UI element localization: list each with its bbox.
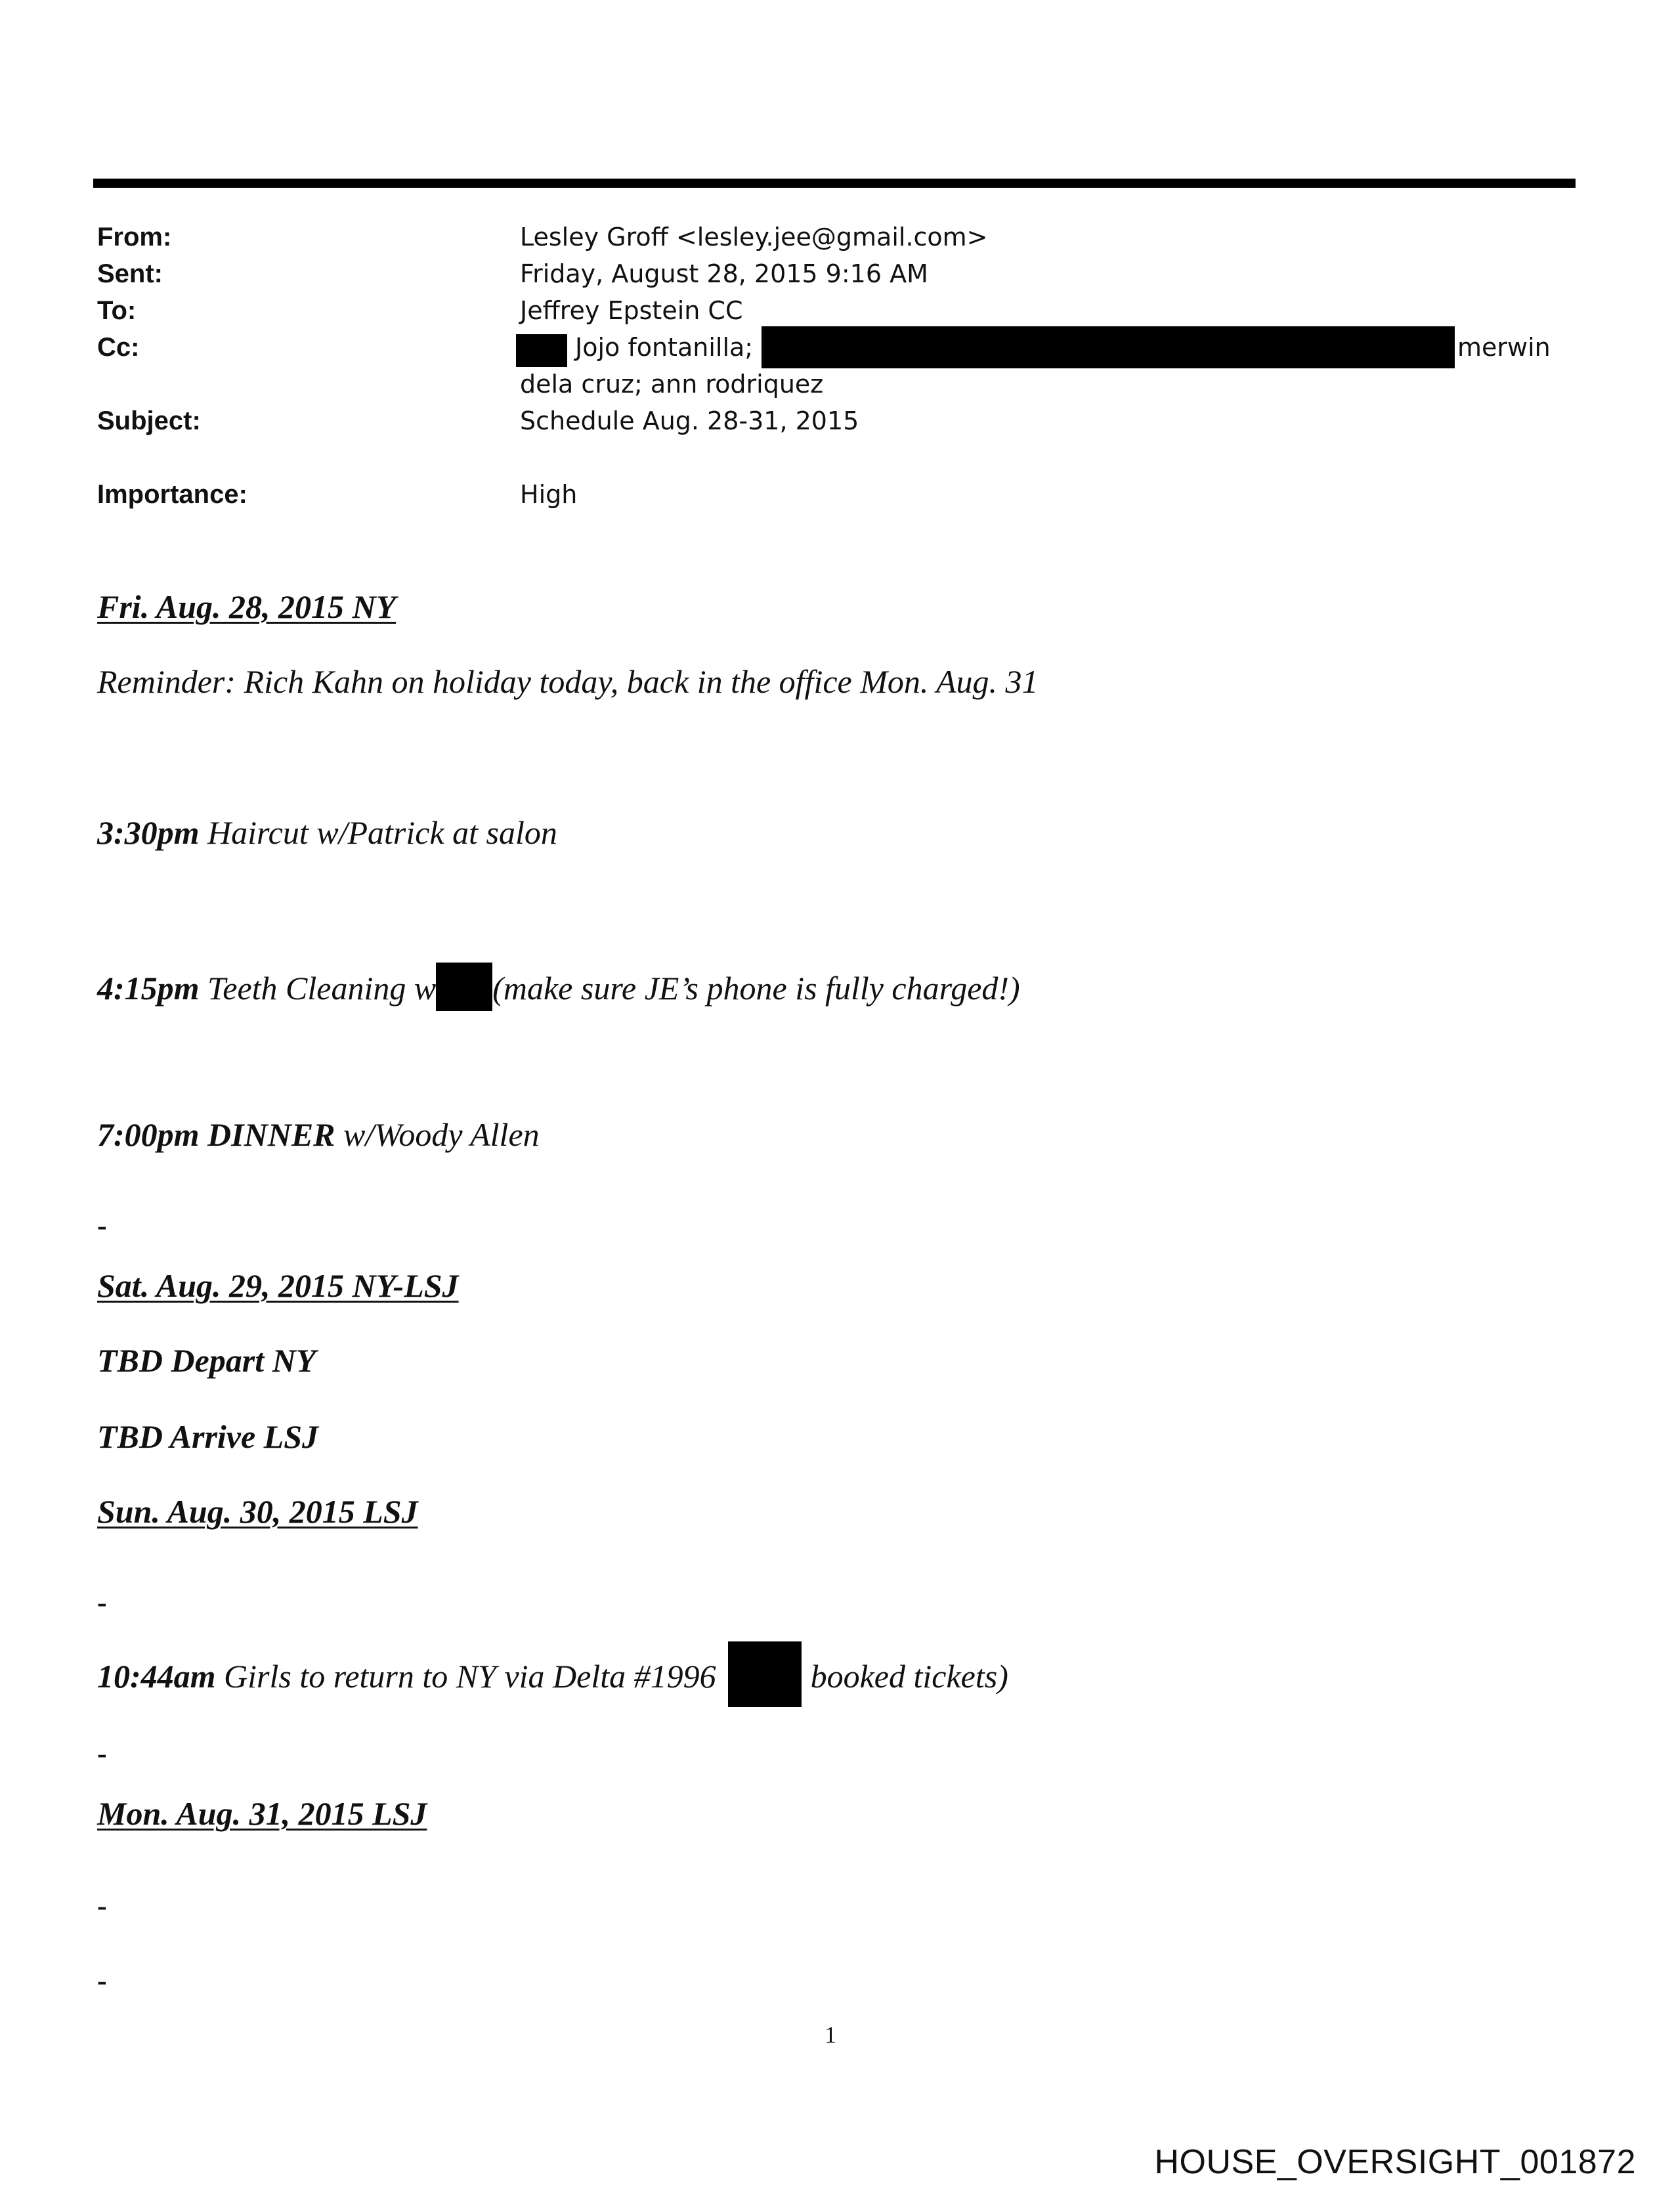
schedule-item-arrive: TBD Arrive LSJ xyxy=(97,1418,319,1455)
sent-value: Friday, August 28, 2015 9:16 AM xyxy=(520,259,928,288)
reminder-line: Reminder: Rich Kahn on holiday today, back in the office Mon. Aug. 31 xyxy=(97,663,1039,700)
item-text: Haircut w/Patrick at salon xyxy=(199,814,557,851)
schedule-item-flight xyxy=(97,1641,1008,1707)
cc-label: Cc: xyxy=(97,333,140,362)
sent-label: Sent: xyxy=(97,259,163,288)
item-text: w/Woody Allen xyxy=(335,1116,540,1153)
subject-row xyxy=(0,402,1674,439)
redaction-box xyxy=(728,1641,802,1707)
from-row xyxy=(0,219,1674,255)
separator-dash: - xyxy=(97,1890,107,1922)
day-heading-fri: Fri. Aug. 28, 2015 NY xyxy=(97,588,397,625)
item-time: 4:15pm xyxy=(97,970,200,1007)
from-label: From: xyxy=(97,223,172,251)
importance-value: High xyxy=(520,480,578,509)
importance-label: Importance: xyxy=(97,480,247,509)
bates-number: HOUSE_OVERSIGHT_001872 xyxy=(1154,2143,1636,2181)
schedule-item-teeth-cleaning xyxy=(97,963,1020,1011)
cc-row-continued xyxy=(0,366,1674,402)
item-time: 10:44am xyxy=(97,1658,216,1695)
to-value: Jeffrey Epstein CC xyxy=(520,296,743,325)
to-row xyxy=(0,292,1674,329)
item-text: Teeth Cleaning w xyxy=(199,970,437,1007)
schedule-item-dinner xyxy=(97,1114,540,1156)
separator-dash: - xyxy=(97,1586,107,1618)
schedule-item-depart: TBD Depart NY xyxy=(97,1342,316,1379)
header-top-rule xyxy=(93,179,1576,188)
redaction-box xyxy=(762,326,1455,368)
item-text: Girls to return to NY via Delta #1996 xyxy=(215,1658,716,1695)
subject-label: Subject: xyxy=(97,406,201,435)
item-time: 7:00pm DINNER xyxy=(97,1116,335,1153)
importance-row xyxy=(0,476,1674,513)
cc-value-line2: dela cruz; ann rodriquez xyxy=(520,370,824,399)
item-text-continued: booked tickets) xyxy=(810,1658,1008,1695)
cc-value-part2: merwin xyxy=(1457,333,1551,362)
schedule-item-haircut xyxy=(97,812,557,854)
separator-dash: - xyxy=(97,1737,107,1769)
redaction-box xyxy=(516,334,567,367)
redaction-box xyxy=(436,963,492,1011)
day-heading-mon: Mon. Aug. 31, 2015 LSJ xyxy=(97,1795,427,1832)
day-heading-sun: Sun. Aug. 30, 2015 LSJ xyxy=(97,1493,418,1530)
from-value: Lesley Groff <lesley.jee@gmail.com> xyxy=(520,223,988,251)
sent-row xyxy=(0,255,1674,292)
subject-value: Schedule Aug. 28-31, 2015 xyxy=(520,406,859,435)
item-time: 3:30pm xyxy=(97,814,200,851)
separator-dash: - xyxy=(97,1209,107,1242)
cc-value-part1: Jojo fontanilla; xyxy=(575,333,754,362)
to-label: To: xyxy=(97,296,137,325)
item-text-continued: (make sure JE’s phone is fully charged!) xyxy=(492,970,1020,1007)
separator-dash: - xyxy=(97,1964,107,1997)
page-number: 1 xyxy=(825,2022,836,2048)
day-heading-sat: Sat. Aug. 29, 2015 NY-LSJ xyxy=(97,1267,459,1304)
cc-row xyxy=(0,329,1674,366)
